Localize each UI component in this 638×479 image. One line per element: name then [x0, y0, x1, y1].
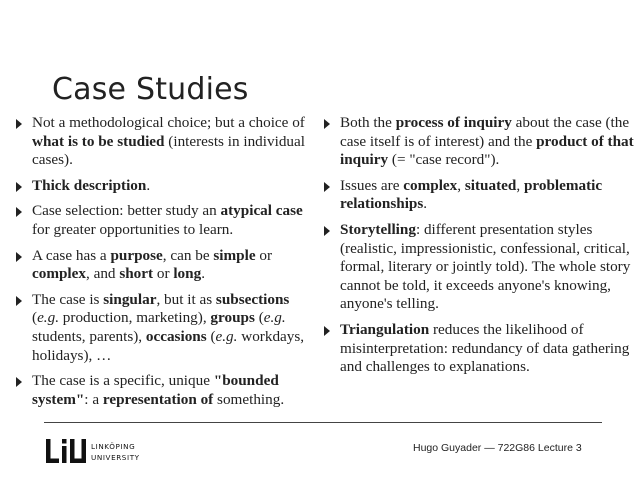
bullet-text-run: purpose — [110, 246, 163, 264]
footer-divider — [44, 422, 602, 423]
bullet-text-run: Storytelling — [340, 220, 416, 238]
triangle-bullet-icon — [16, 252, 22, 262]
bullet-item — [14, 291, 314, 365]
bullet-text-run: long — [173, 265, 202, 283]
bullet-text-run: workdays, holidays), … — [32, 327, 305, 364]
bullet-item — [14, 177, 314, 196]
bullet-text-run: occasions — [145, 327, 207, 345]
bullet-text-run: ( — [254, 309, 264, 327]
bullet-text-run: . — [146, 176, 151, 194]
bullet-text-run: Not a methodological choice; but a choice of — [32, 114, 305, 131]
triangle-bullet-icon — [324, 326, 330, 336]
bullet-text-run: e.g. — [37, 309, 59, 327]
bullet-text-run: students, parents), — [32, 327, 146, 345]
triangle-bullet-icon — [324, 226, 330, 236]
bullet-text-run: . — [201, 265, 205, 283]
liu-logo-icon — [46, 437, 156, 465]
triangle-bullet-icon — [16, 119, 22, 129]
bullet-text-run: groups — [210, 309, 255, 327]
bullet-text-run: , — [457, 176, 465, 194]
bullet-text-run: singular — [103, 290, 157, 308]
bullet-text-run: short — [119, 265, 154, 283]
bullet-text-run: e.g. — [263, 309, 286, 327]
bullet-text-run: : a — [84, 390, 103, 408]
bullet-text-run: Both the — [340, 114, 396, 131]
bullet-item — [322, 321, 634, 377]
bullet-text-run: : different presentation styles (realistic, impressionistic, confessional, critical, formal, literary or jointly told). The whole story cannot be told, it exceeds anyone's knowing, anyone's telling. — [340, 220, 631, 313]
bullet-item — [322, 221, 634, 314]
bullet-text-run: situated — [464, 176, 517, 194]
bullet-text-run: , can be — [162, 246, 214, 264]
bullet-item — [14, 247, 314, 284]
logo-line2: UNIVERSITY — [91, 453, 140, 462]
slide-title: Case Studies — [52, 72, 249, 107]
bullet-text-run: representation of — [102, 390, 214, 408]
bullet-text-run: for greater opportunities to learn. — [32, 220, 234, 238]
bullet-text-run: reduces the likelihood of misinterpretation: redundancy of data gathering and challenges to explanations. — [340, 320, 630, 376]
bullet-item — [14, 202, 314, 239]
bullet-text-run: atypical case — [220, 202, 303, 220]
triangle-bullet-icon — [16, 377, 22, 387]
bullet-text-run: product of that inquiry — [340, 132, 634, 169]
bullet-text-run: or — [153, 265, 174, 283]
bullet-text-run: "bounded system" — [32, 372, 279, 408]
bullet-text-run: production, marketing), — [59, 309, 211, 327]
bullet-text-run: Triangulation — [340, 320, 430, 338]
bullet-text-run: ( — [32, 309, 38, 327]
bullet-text-run: Case selection: better study an — [32, 202, 221, 220]
left-column — [14, 114, 314, 416]
bullet-text-run: Issues are — [340, 176, 404, 194]
bullet-text-run: A case has a — [32, 246, 111, 264]
bullet-text-run: (interests in individual cases). — [32, 132, 305, 169]
bullet-text-run: . — [423, 195, 428, 213]
bullet-text-run: complex — [32, 265, 86, 283]
bullet-item — [14, 372, 314, 409]
bullet-text-run: (= "case record"). — [388, 151, 500, 169]
bullet-text-run: complex — [403, 176, 458, 194]
right-column — [322, 114, 634, 384]
bullet-text-run: about the case (the case itself is of interest) and the — [340, 114, 630, 150]
bullet-item — [322, 177, 634, 214]
bullet-text-run: e.g. — [215, 327, 238, 345]
bullet-text-run: or — [255, 246, 273, 264]
bullet-text-run: simple — [213, 246, 256, 264]
bullet-text-run: , but it as — [156, 290, 216, 308]
bullet-text-run: ( — [206, 327, 216, 345]
bullet-text-run: , and — [86, 265, 120, 283]
bullet-text-run: something. — [213, 390, 285, 408]
bullet-text-run: , — [516, 176, 524, 194]
bullet-text-run: subsections — [215, 290, 290, 308]
triangle-bullet-icon — [16, 207, 22, 217]
bullet-text-run: The case is a specific, unique — [32, 372, 214, 390]
triangle-bullet-icon — [324, 182, 330, 192]
bullet-item — [14, 114, 314, 170]
bullet-item — [322, 114, 634, 170]
triangle-bullet-icon — [324, 119, 330, 129]
bullet-text-run: problematic relationships — [340, 176, 603, 213]
bullet-text-run: Thick description — [32, 176, 147, 194]
bullet-text-run: The case is — [32, 290, 104, 308]
bullet-text-run: what is to be studied — [32, 132, 165, 150]
footer-text: Hugo Guyader — 722G86 Lecture 3 — [413, 442, 582, 454]
triangle-bullet-icon — [16, 296, 22, 306]
bullet-text-run: process of inquiry — [395, 114, 512, 131]
logo-line1: LINKÖPING — [91, 442, 136, 451]
triangle-bullet-icon — [16, 182, 22, 192]
